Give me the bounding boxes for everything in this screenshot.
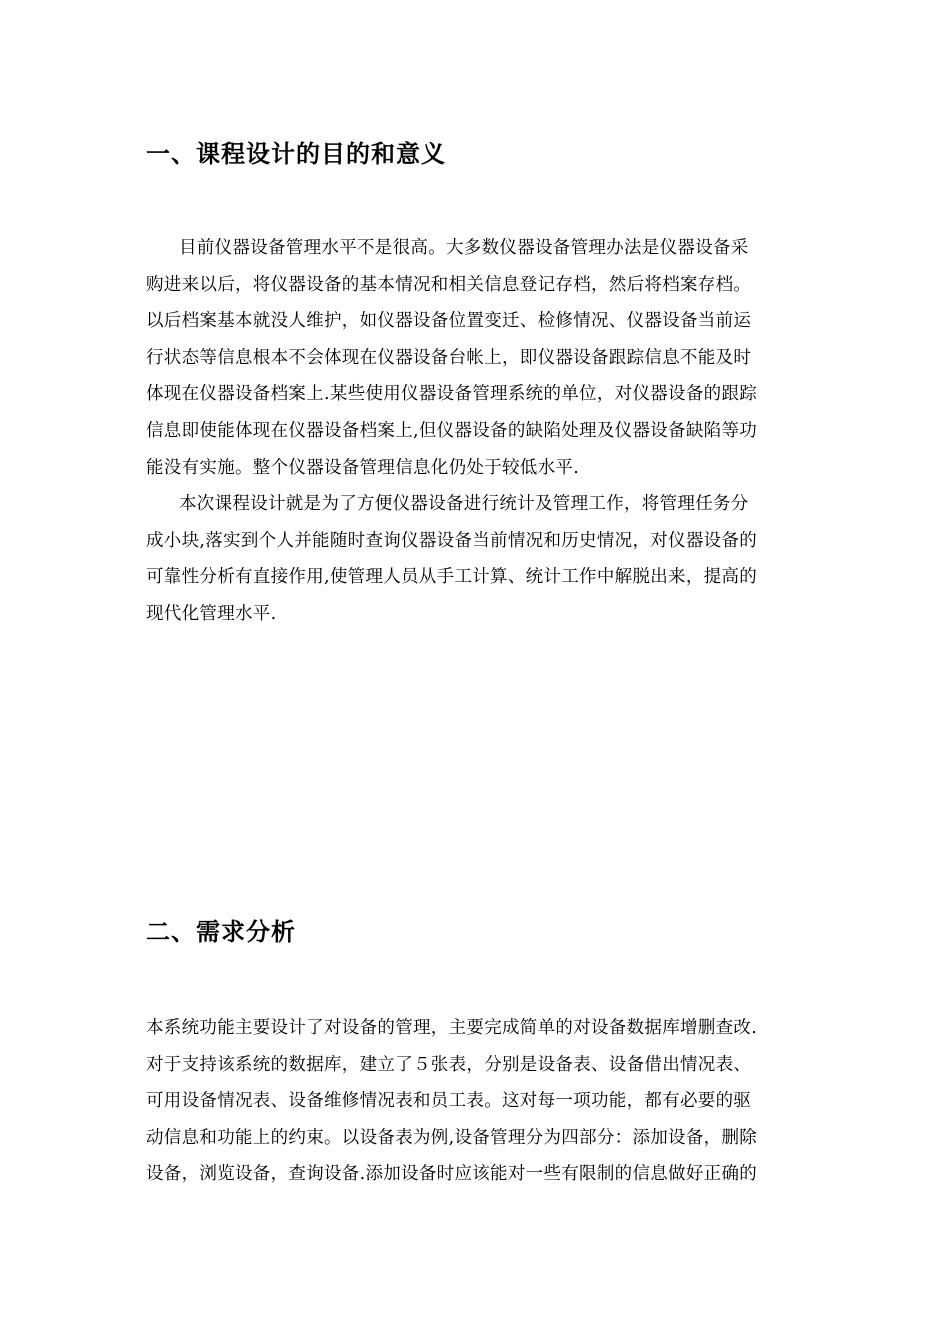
- paragraph-line: 本系统功能主要设计了对设备的管理，主要完成简单的对设备数据库增删查改.: [146, 1018, 758, 1038]
- paragraph-line: 可靠性分析有直接作用,使管理人员从手工计算、统计工作中解脱出来，提高的: [146, 567, 758, 588]
- paragraph-line: 能没有实施。整个仪器设备管理信息化仍处于较低水平.: [146, 457, 580, 478]
- paragraph-line: 对于支持该系统的数据库，建立了５张表，分别是设备表、设备借出情况表、: [146, 1054, 752, 1075]
- paragraph-line: 成小块,落实到个人并能随时查询仪器设备当前情况和历史情况，对仪器设备的: [146, 530, 758, 551]
- paragraph-line: 动信息和功能上的约束。以设备表为例,设备管理分为四部分：添加设备，删除: [146, 1127, 758, 1148]
- paragraph-line: 以后档案基本就没人维护，如仪器设备位置变迁、检修情况、仪器设备当前运: [146, 311, 752, 332]
- paragraph-line: 行状态等信息根本不会体现在仪器设备台帐上，即仪器设备跟踪信息不能及时: [146, 347, 752, 368]
- section-heading-purpose: 一、课程设计的目的和意义: [146, 140, 446, 168]
- paragraph-line: 体现在仪器设备档案上.某些使用仪器设备管理系统的单位，对仪器设备的跟踪: [146, 384, 758, 405]
- paragraph-line: 信息即使能体现在仪器设备档案上,但仪器设备的缺陷处理及仪器设备缺陷等功: [146, 420, 758, 441]
- paragraph-line: 设备，浏览设备，查询设备.添加设备时应该能对一些有限制的信息做好正确的: [146, 1164, 758, 1185]
- section-heading-requirements: 二、需求分析: [146, 918, 296, 946]
- paragraph-line: 本次课程设计就是为了方便仪器设备进行统计及管理工作，将管理任务分: [179, 494, 749, 515]
- paragraph-line: 购进来以后，将仪器设备的基本情况和相关信息登记存档，然后将档案存档。: [146, 274, 752, 295]
- section-body-requirements: [146, 1010, 816, 1193]
- paragraph-line: 目前仪器设备管理水平不是很高。大多数仪器设备管理办法是仪器设备采: [179, 238, 749, 258]
- section-body-purpose: [146, 230, 816, 633]
- paragraph-line: 可用设备情况表、设备维修情况表和员工表。这对每一项功能，都有必要的驱: [146, 1091, 752, 1112]
- paragraph-line: 现代化管理水平.: [146, 603, 277, 624]
